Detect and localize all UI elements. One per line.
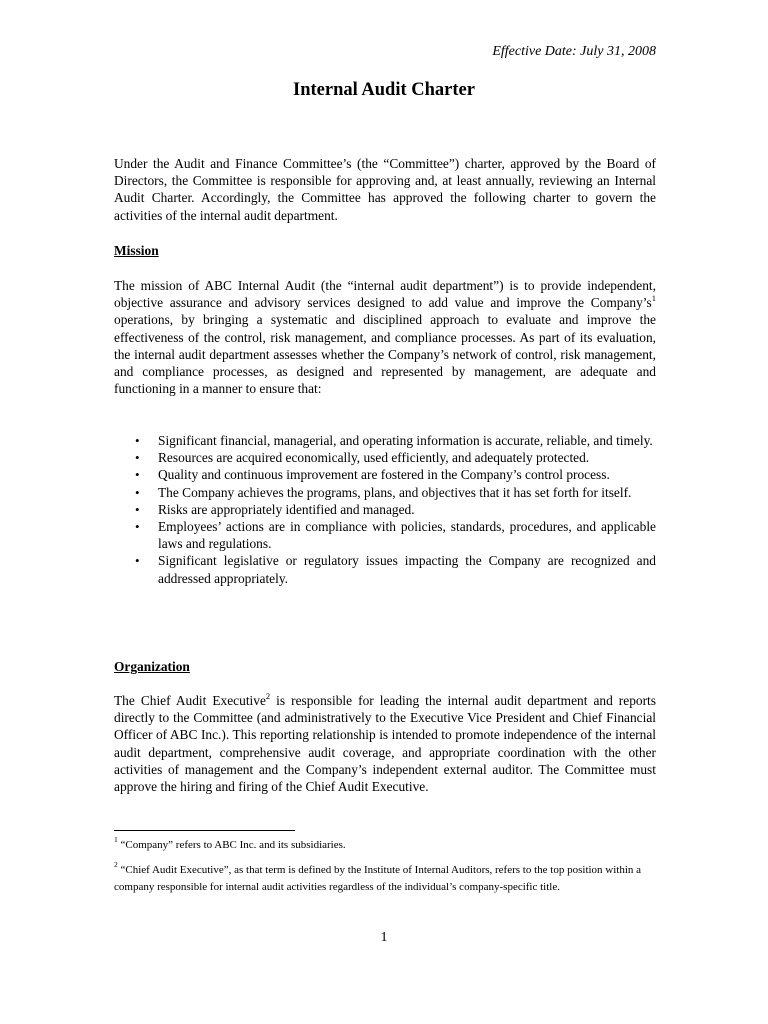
bullet-text: The Company achieves the programs, plans, and objectives that it has set forth for itself. [158, 484, 632, 500]
bullet-text: Employees’ actions are in compliance with policies, standards, procedures, and applicable laws and regulations. [158, 519, 656, 552]
bullet-text: Quality and continuous improvement are fostered in the Company’s control process. [158, 467, 610, 483]
footnote-2-text: “Chief Audit Executive”, as that term is defined by the Institute of Internal Auditors, refers to the top position within a company responsible for internal audit activities regardless of the individual’s company-specific title. [114, 864, 642, 893]
bullet-icon: • [135, 553, 140, 569]
bullet-text: Significant legislative or regulatory issues impacting the Company are recognized and addressed appropriately. [158, 553, 656, 586]
footnote-divider [114, 830, 295, 831]
page-number: 1 [380, 930, 388, 945]
footnote-1-marker: 1 [114, 835, 118, 845]
bullet-icon: • [135, 467, 140, 483]
bullet-item [114, 466, 656, 483]
footnote-2-marker: 2 [114, 860, 118, 870]
footnote-ref-2: 2 [265, 690, 271, 701]
bullet-item [114, 432, 656, 449]
organization-heading: Organization [114, 659, 190, 674]
bullet-icon: • [135, 433, 140, 448]
organization-text-part-1: The Chief Audit Executive [114, 693, 266, 708]
bullet-item [114, 501, 656, 518]
bullet-item [114, 518, 656, 552]
footnote-1 [114, 837, 656, 854]
bullet-text: Risks are appropriately identified and managed. [158, 501, 415, 517]
mission-text-part-1: The mission of ABC Internal Audit (the “internal audit department”) is to provide independent, objective assurance and advisory services designed to add value and improve the Company’s [114, 278, 656, 311]
bullet-item [114, 449, 656, 466]
footnote-2 [114, 862, 656, 896]
organization-text-part-2: is responsible for leading the internal audit department and reports directly to the Committee (and administratively to the Executive Vice President and Chief Financial Officer of ABC Inc.). This reporting relationship is intended to promote independence of the internal audit department, comprehensive audit coverage, and appropriate coordination with the other activities of management and the Company’s independent external auditor. The Committee must approve the hiring and firing of the Chief Audit Executive. [114, 693, 656, 795]
bullet-icon: • [135, 501, 140, 517]
effective-date: Effective Date: July 31, 2008 [492, 44, 656, 59]
bullet-item [114, 484, 656, 501]
intro-paragraph: Under the Audit and Finance Committee’s (the “Committee”) charter, approved by the Board of Directors, the Committee is responsible for approving and, at least annually, reviewing an Internal Audit Charter. Accordingly, the Committee has approved the following charter to govern the activities of the internal audit department. [114, 156, 656, 223]
mission-heading: Mission [114, 243, 159, 258]
document-title: Internal Audit Charter [293, 80, 475, 100]
mission-text-part-2: operations, by bringing a systematic and disciplined approach to evaluate and improve the effectiveness of the control, risk management, and compliance processes. As part of its evaluation, the internal audit department assesses whether the Company’s network of control, risk management, and compliance processes, as designed and represented by management, are adequate and functioning in a manner to ensure that: [114, 312, 656, 397]
bullet-item [114, 552, 656, 586]
bullet-icon: • [135, 450, 140, 466]
bullet-icon: • [135, 519, 140, 535]
bullet-text: Significant financial, managerial, and operating information is accurate, reliable, and timely. [158, 433, 653, 448]
mission-paragraph [114, 277, 656, 397]
footnote-ref-1: 1 [651, 292, 656, 303]
mission-bullet-list [114, 432, 656, 587]
bullet-icon: • [135, 484, 140, 500]
bullet-text: Resources are acquired economically, used efficiently, and adequately protected. [158, 450, 590, 466]
footnote-1-text: “Company” refers to ABC Inc. and its subsidiaries. [117, 839, 346, 851]
organization-paragraph [114, 692, 656, 795]
